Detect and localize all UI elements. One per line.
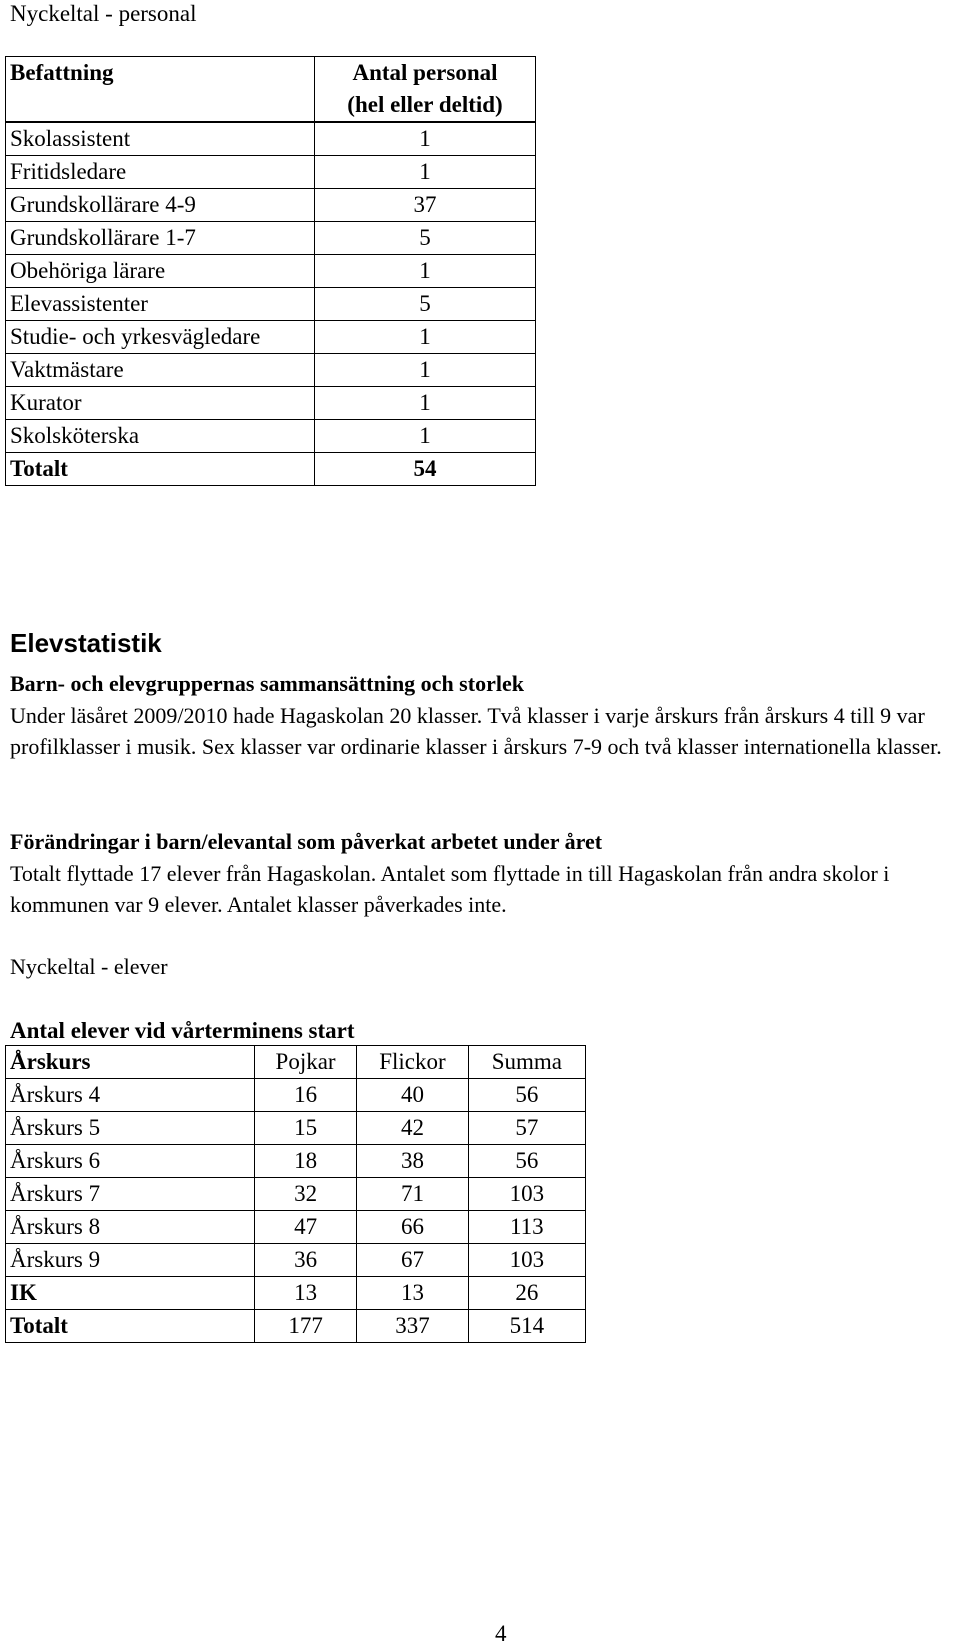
pupils-girls: 66 (357, 1211, 469, 1244)
staff-count: 1 (315, 387, 536, 420)
pupils-total-row (6, 1310, 586, 1343)
pupils-header-grade: Årskurs (6, 1046, 255, 1079)
pupils-girls: 71 (357, 1178, 469, 1211)
table-row (6, 1145, 586, 1178)
staff-total-count: 54 (315, 453, 536, 486)
pupils-header-girls: Flickor (357, 1046, 469, 1079)
staff-role: Skolsköterska (6, 420, 315, 453)
pupils-grade: Årskurs 6 (6, 1145, 255, 1178)
staff-count: 1 (315, 354, 536, 387)
pupils-header-boys: Pojkar (255, 1046, 357, 1079)
staff-role: Skolassistent (6, 122, 315, 156)
changes-heading: Förändringar i barn/elevantal som påverkat arbetet under året (10, 829, 603, 854)
composition-text: Under läsåret 2009/2010 hade Hagaskolan 20 klasser. Två klasser i varje årskurs från årskurs 4 till 9 var profilklasser i musik. Sex klasser var ordinarie klasser i årskurs 7-9 och två klasser internationella klasser. (10, 703, 942, 759)
pupils-header-sum: Summa (468, 1046, 585, 1079)
pupils-boys: 18 (255, 1145, 357, 1178)
table-row (6, 1277, 586, 1310)
pupils-table-header (6, 1046, 586, 1079)
table-row (6, 1112, 586, 1145)
pupils-boys: 13 (255, 1277, 357, 1310)
staff-role: Kurator (6, 387, 315, 420)
table-row (6, 1244, 586, 1277)
pupils-boys: 32 (255, 1178, 357, 1211)
staff-header-count (315, 57, 536, 123)
pupils-boys: 16 (255, 1079, 357, 1112)
changes-text: Totalt flyttade 17 elever från Hagaskolan. Antalet som flyttade in till Hagaskolan från andra skolor i kommunen var 9 elever. Antalet klasser påverkades inte. (10, 861, 890, 917)
pupils-sum: 56 (468, 1145, 585, 1178)
staff-role: Grundskollärare 4-9 (6, 189, 315, 222)
table-row (6, 354, 536, 387)
staff-total-label: Totalt (6, 453, 315, 486)
pupils-grade: Årskurs 4 (6, 1079, 255, 1112)
staff-count: 5 (315, 288, 536, 321)
table-row (6, 156, 536, 189)
table-row (6, 189, 536, 222)
staff-role: Grundskollärare 1-7 (6, 222, 315, 255)
table-row (6, 321, 536, 354)
staff-count: 1 (315, 321, 536, 354)
pupils-table (5, 1045, 586, 1343)
table-row (6, 1178, 586, 1211)
table-row (6, 420, 536, 453)
staff-count: 37 (315, 189, 536, 222)
table-row (6, 387, 536, 420)
pupils-girls: 42 (357, 1112, 469, 1145)
pupils-table-heading: Antal elever vid vårterminens start (10, 1018, 355, 1043)
staff-header-count-line2: (hel eller deltid) (347, 92, 503, 117)
staff-role: Fritidsledare (6, 156, 315, 189)
staff-role: Elevassistenter (6, 288, 315, 321)
staff-count: 1 (315, 156, 536, 189)
staff-count: 1 (315, 420, 536, 453)
table-row (6, 222, 536, 255)
pupils-girls: 67 (357, 1244, 469, 1277)
staff-header-count-line1: Antal personal (352, 60, 498, 85)
pupils-sum: 103 (468, 1244, 585, 1277)
staff-role: Vaktmästare (6, 354, 315, 387)
pupils-boys: 15 (255, 1112, 357, 1145)
pupils-total-boys: 177 (255, 1310, 357, 1343)
table-row (6, 1211, 586, 1244)
staff-total-row (6, 453, 536, 486)
table-row (6, 1079, 586, 1112)
pupils-sum: 26 (468, 1277, 585, 1310)
table-row (6, 255, 536, 288)
staff-role: Studie- och yrkesvägledare (6, 321, 315, 354)
pupils-total-girls: 337 (357, 1310, 469, 1343)
pupils-sum: 56 (468, 1079, 585, 1112)
pupils-grade: Årskurs 7 (6, 1178, 255, 1211)
pupils-total-label: Totalt (6, 1310, 255, 1343)
staff-header-role: Befattning (6, 57, 315, 123)
pupils-girls: 13 (357, 1277, 469, 1310)
staff-table-header (6, 57, 536, 123)
composition-heading: Barn- och elevgruppernas sammansättning och storlek (10, 671, 524, 696)
page-heading: Nyckeltal - personal (10, 1, 197, 26)
staff-table (5, 56, 536, 486)
staff-role: Obehöriga lärare (6, 255, 315, 288)
pupils-grade: Årskurs 5 (6, 1112, 255, 1145)
table-row (6, 288, 536, 321)
section-title: Elevstatistik (10, 628, 162, 658)
pupils-sum: 103 (468, 1178, 585, 1211)
pupils-sum: 57 (468, 1112, 585, 1145)
pupils-grade: IK (6, 1277, 255, 1310)
staff-count: 1 (315, 122, 536, 156)
nyckeltal-elever-heading: Nyckeltal - elever (10, 954, 168, 979)
pupils-sum: 113 (468, 1211, 585, 1244)
pupils-girls: 40 (357, 1079, 469, 1112)
staff-count: 5 (315, 222, 536, 255)
pupils-girls: 38 (357, 1145, 469, 1178)
staff-count: 1 (315, 255, 536, 288)
page-number: 4 (495, 1621, 507, 1646)
table-row (6, 122, 536, 156)
pupils-total-sum: 514 (468, 1310, 585, 1343)
pupils-boys: 36 (255, 1244, 357, 1277)
pupils-boys: 47 (255, 1211, 357, 1244)
pupils-grade: Årskurs 9 (6, 1244, 255, 1277)
pupils-grade: Årskurs 8 (6, 1211, 255, 1244)
